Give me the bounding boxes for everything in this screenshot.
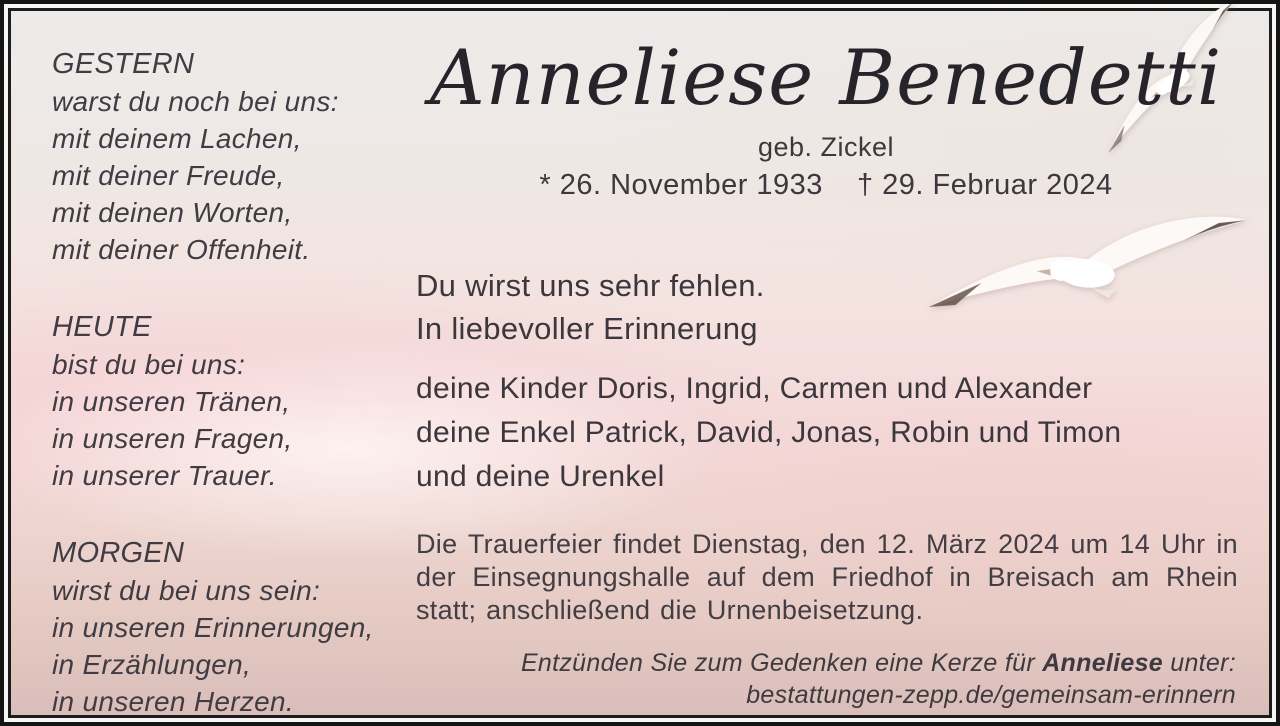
mourning-family <box>416 367 1240 499</box>
poem-line: in unserer Trauer. <box>52 460 277 491</box>
poem-section-morgen <box>52 535 402 720</box>
poem-line: in unseren Erinnerungen, <box>52 612 374 643</box>
poem-line: bist du bei uns: <box>52 349 246 380</box>
candle-invitation-line <box>416 647 1236 679</box>
poem-line: mit deiner Offenheit. <box>52 234 311 265</box>
funeral-notice: Die Trauerfeier findet Dienstag, den 12. März 2024 um 14 Uhr in der Einsegnungshalle auf dem Friedhof in Breisach am Rhein statt; anschließend die Urnenbeisetzung. <box>416 529 1238 625</box>
birth-date: * 26. November 1933 <box>539 169 823 201</box>
life-dates <box>414 169 1238 202</box>
poem-section-heute <box>52 309 402 494</box>
poem-line: in unseren Fragen, <box>52 423 293 454</box>
poem-line: wirst du bei uns sein: <box>52 575 321 606</box>
memorial-poem <box>52 46 402 726</box>
tribute-line: Du wirst uns sehr fehlen. <box>416 268 765 303</box>
memorial-url[interactable]: bestattungen-zepp.de/gemeinsam-erinnern <box>746 681 1236 709</box>
poem-section-title: GESTERN <box>52 48 195 80</box>
poem-section-title: HEUTE <box>52 311 152 343</box>
tribute-text <box>416 264 1240 350</box>
poem-line: mit deinem Lachen, <box>52 123 302 154</box>
candle-text-suffix: unter: <box>1163 649 1236 677</box>
poem-line: mit deinen Worten, <box>52 197 293 228</box>
maiden-name: geb. Zickel <box>757 132 895 162</box>
deceased-name: Anneliese Benedetti <box>429 33 1223 122</box>
candle-invitation <box>416 647 1236 711</box>
tribute-line: In liebevoller Erinnerung <box>416 311 758 346</box>
poem-section-gestern <box>52 46 402 268</box>
poem-section-title: MORGEN <box>52 537 185 569</box>
family-line-grandchildren: deine Enkel Patrick, David, Jonas, Robin und Timon <box>416 416 1122 449</box>
poem-line: in Erzählungen, <box>52 649 252 680</box>
candle-highlight-name: Anneliese <box>1042 649 1164 677</box>
candle-text-prefix: Entzünden Sie zum Gedenken eine Kerze für <box>520 649 1043 677</box>
poem-line: in unseren Tränen, <box>52 386 291 417</box>
family-line-children: deine Kinder Doris, Ingrid, Carmen und Alexander <box>416 372 1093 405</box>
poem-line: in unseren Herzen. <box>52 686 294 717</box>
family-line-greatgrandchildren: und deine Urenkel <box>416 460 665 493</box>
poem-line: mit deiner Freude, <box>52 160 285 191</box>
poem-line: warst du noch bei uns: <box>52 86 339 117</box>
death-date: † 29. Februar 2024 <box>856 169 1113 201</box>
